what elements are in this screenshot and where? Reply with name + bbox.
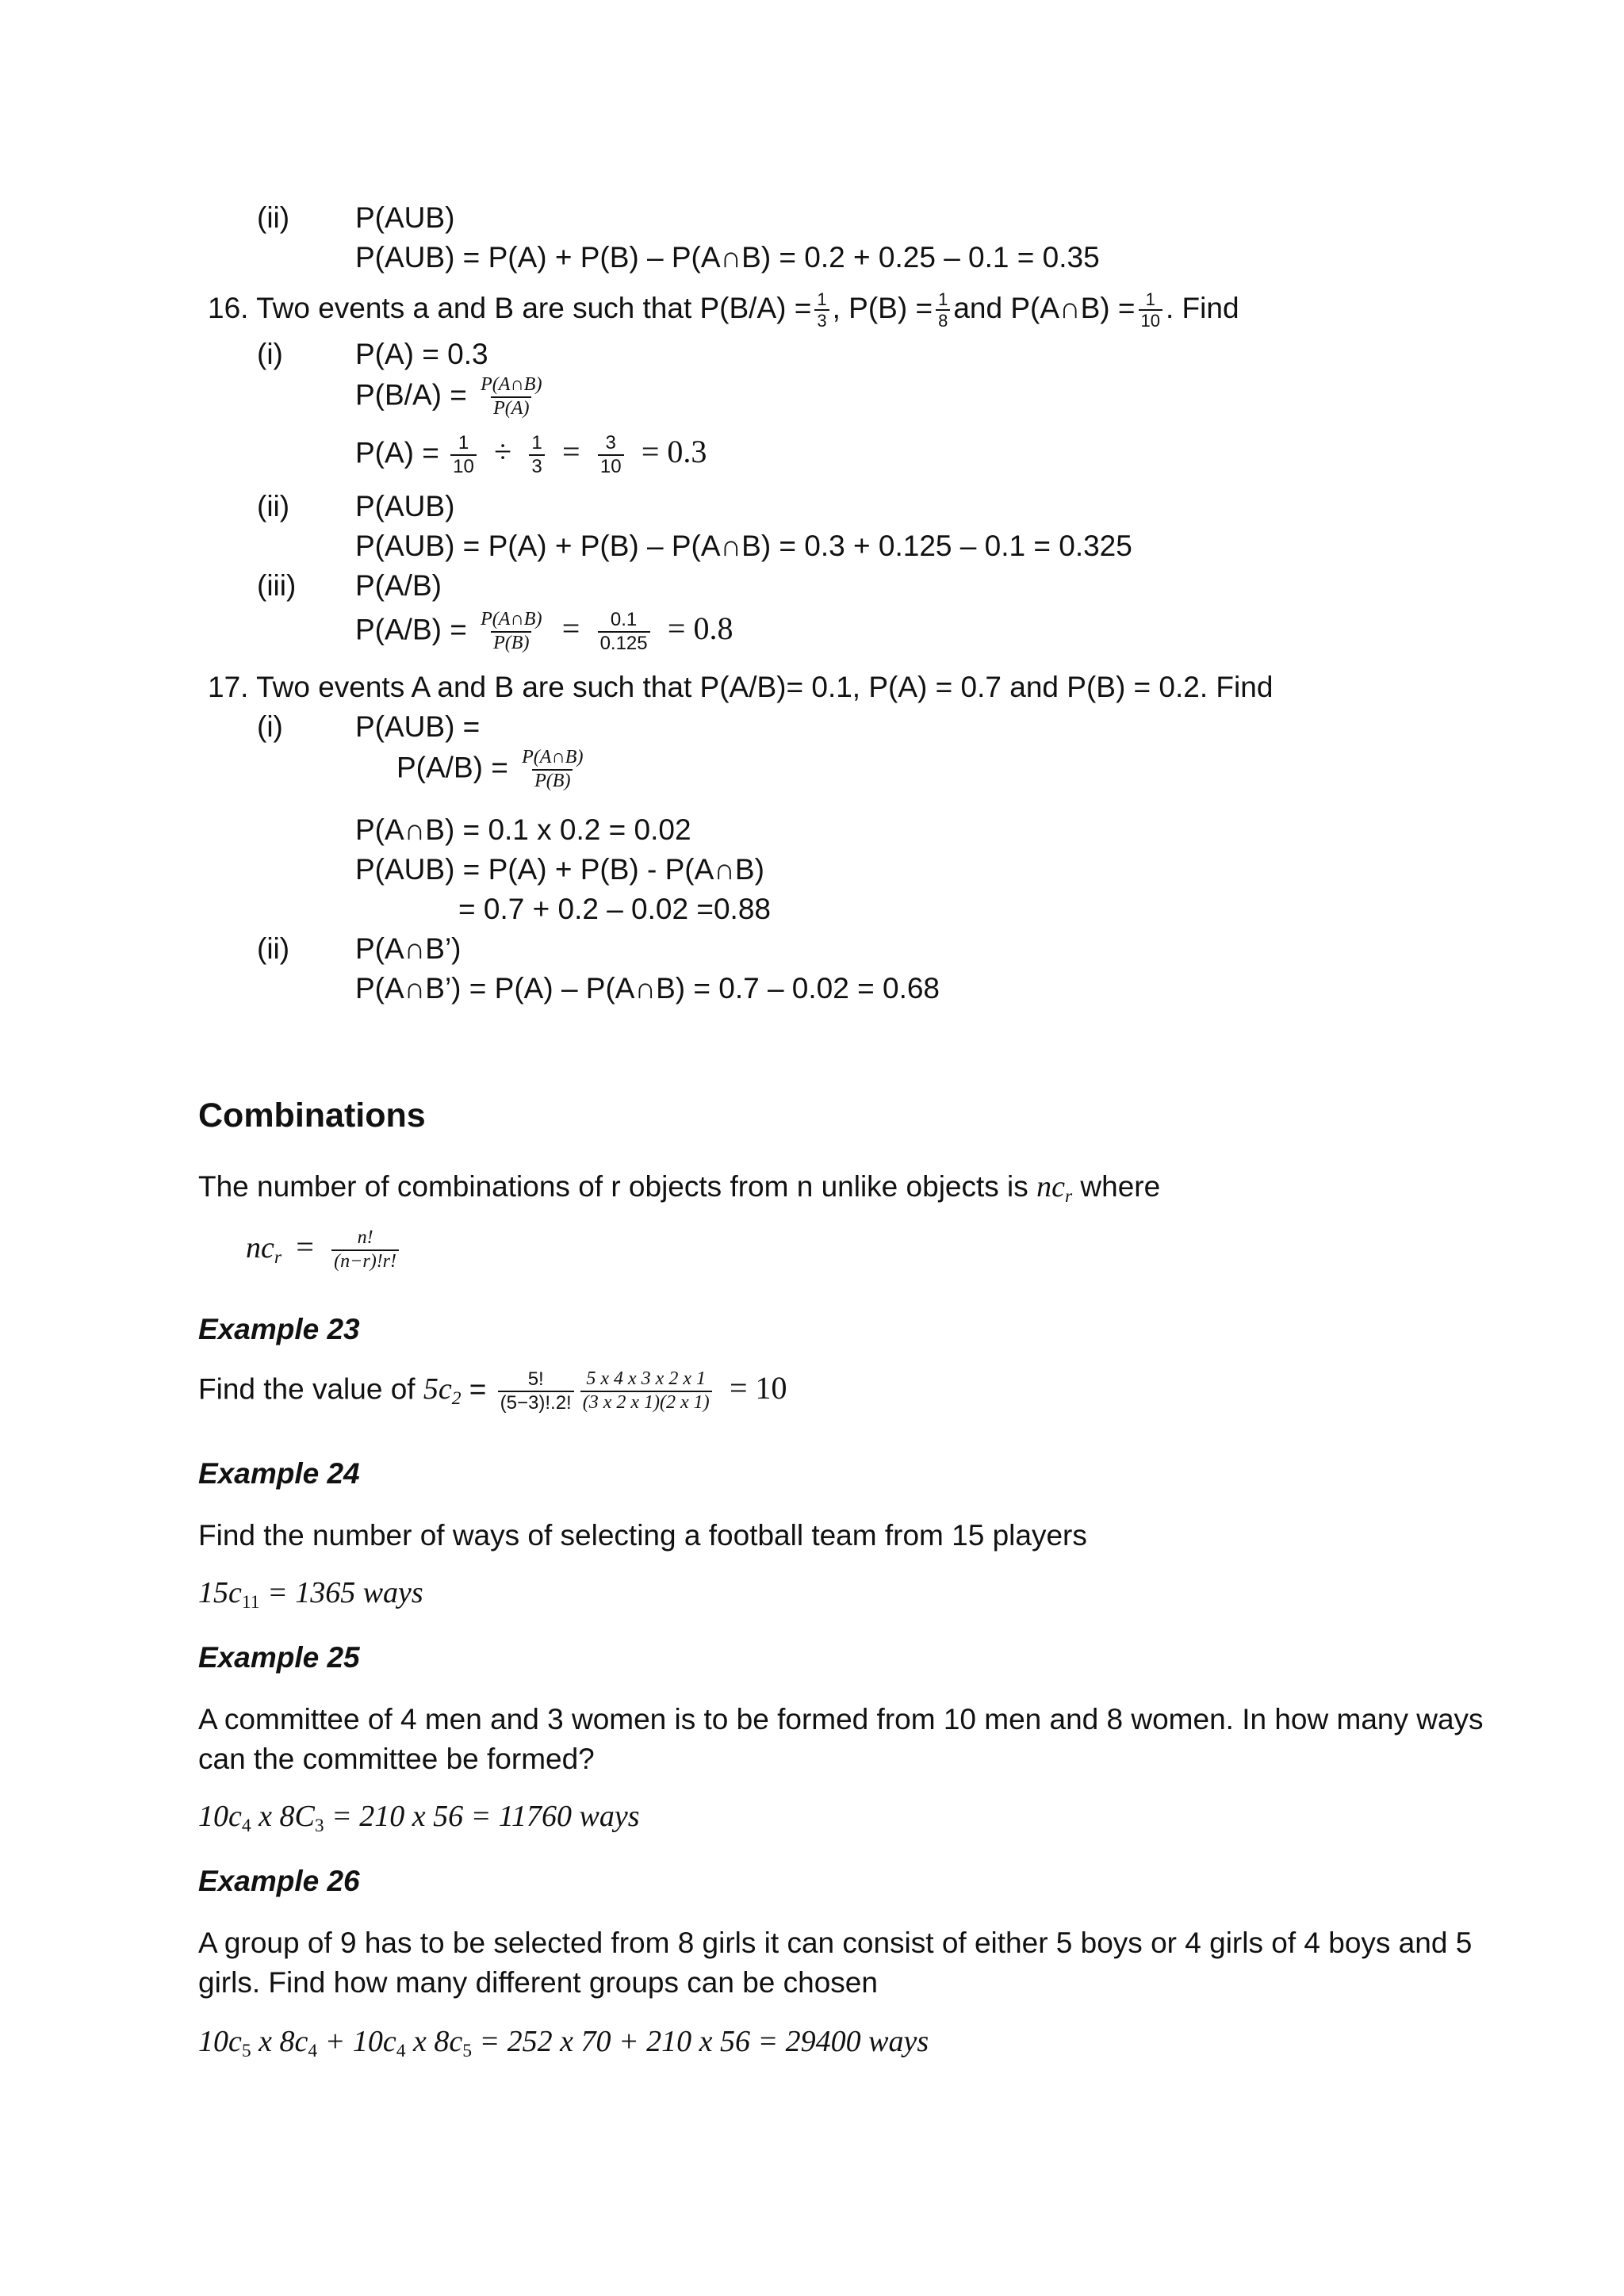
q15-ii-title: P(AUB) bbox=[355, 201, 455, 234]
example-25-text-2: can the committee be formed? bbox=[198, 1743, 595, 1775]
q17-ii-label: (ii) bbox=[257, 932, 290, 965]
example-24-answer: $15c_{11} = 1365$ ways bbox=[198, 1576, 423, 1613]
example-26-text-1: A group of 9 has to be selected from 8 girls it can consist of either 5 boys or 4 girls of 4 boys and 5 bbox=[198, 1927, 1473, 1959]
q17-ab-formula: P(A/B) = $\frac{P(A\cap B)}{P(B)}$ bbox=[396, 747, 584, 791]
example-24-text: Find the number of ways of selecting a football team from 15 players bbox=[198, 1519, 1087, 1552]
q17-ii-title: P(A∩B’) bbox=[355, 932, 462, 965]
q17-line-3: = 0.7 + 0.2 – 0.02 =0.88 bbox=[458, 893, 771, 925]
example-25-text-1: A committee of 4 men and 3 women is to be formed from 10 men and 8 women. In how many ways bbox=[198, 1703, 1484, 1735]
q16-stem: 16. Two events a and B are such that P(B/A) = $\frac{1}{3}$ , P(B) = $\frac{1}{8}$ and P(A∩B) = $\frac{1}{10}$ . Find bbox=[208, 289, 1239, 331]
example-23-title: Example 23 bbox=[198, 1313, 360, 1345]
example-25-title: Example 25 bbox=[198, 1641, 360, 1674]
q16-number: 16. bbox=[208, 292, 249, 325]
q16-i-title: P(A) = 0.3 bbox=[355, 338, 488, 370]
q16-frac-anb: $\frac{1}{10}$ bbox=[1139, 289, 1162, 331]
combinations-heading: Combinations bbox=[198, 1096, 426, 1135]
example-25-answer: $10c_4$ x $8C_3 = 210$ x 56 = 11760 ways bbox=[198, 1800, 640, 1837]
q16-pa-calc: P(A) = $\frac{1}{10}$ ÷ $\frac{1}{3}$ = $\frac{3}{10}$ = 0.3 bbox=[355, 432, 707, 477]
example-26-title: Example 26 bbox=[198, 1865, 360, 1897]
q15-ii-label: (ii) bbox=[257, 201, 290, 234]
q17-stem: 17. Two events A and B are such that P(A/B)= 0.1, P(A) = 0.7 and P(B) = 0.2. Find bbox=[208, 671, 1274, 703]
q15-ii-calc: P(AUB) = P(A) + P(B) – P(A∩B) = 0.2 + 0.25 – 0.1 = 0.35 bbox=[355, 241, 1100, 274]
q17-i-title: P(AUB) = bbox=[355, 710, 481, 743]
q17-line-1: P(A∩B) = 0.1 x 0.2 = 0.02 bbox=[355, 813, 691, 846]
q16-ba-fraction: $\frac{P(A\cap B)}{P(A)}$ bbox=[481, 374, 542, 419]
q16-ii-title: P(AUB) bbox=[355, 490, 455, 522]
q16-stem-a: Two events a and B are such that P(B/A) = bbox=[256, 292, 812, 325]
q16-ii-calc: P(AUB) = P(A) + P(B) – P(A∩B) = 0.3 + 0.125 – 0.1 = 0.325 bbox=[355, 530, 1132, 562]
q16-iii-title: P(A/B) bbox=[355, 569, 442, 602]
q16-ab-calc: P(A/B) = $\frac{P(A\cap B)}{P(B)}$ = $\frac{0.1}{0.125}$ = 0.8 bbox=[355, 609, 733, 654]
combinations-intro: The number of combinations of r objects from n unlike objects is $nc_r$ where bbox=[198, 1170, 1161, 1207]
q16-frac-ba: $\frac{1}{3}$ bbox=[814, 289, 829, 331]
example-26-text-2: girls. Find how many different groups can be chosen bbox=[198, 1966, 878, 1999]
q17-i-label: (i) bbox=[257, 710, 283, 743]
q17-line-2: P(AUB) = P(A) + P(B) - P(A∩B) bbox=[355, 853, 764, 886]
example-24-title: Example 24 bbox=[198, 1457, 360, 1490]
example-23-body: Find the value of $5c_2$ = $\frac{5!}{(5-3)!.2!}$ $\frac{5 x 4 x 3 x 2 x 1}{(3 x 2 x 1)(2 x 1)}$ = 10 bbox=[198, 1368, 787, 1414]
q16-frac-b: $\frac{1}{8}$ bbox=[936, 289, 950, 331]
combinations-formula: $nc_r$ = $\frac{n!}{(n-r)!r!}$ bbox=[246, 1227, 402, 1272]
q16-ii-label: (ii) bbox=[257, 490, 290, 522]
example-26-answer: $10c_5$ x $8c_4 + 10c_4$ x $8c_5 = 252$ x 70 + 210 x 56 = 29400 ways bbox=[198, 2025, 929, 2062]
q16-ba-formula: P(B/A) = $\frac{P(A\cap B)}{P(A)}$ bbox=[355, 374, 547, 419]
q16-i-label: (i) bbox=[257, 338, 283, 370]
q17-ii-calc: P(A∩B’) = P(A) – P(A∩B) = 0.7 – 0.02 = 0.68 bbox=[355, 972, 940, 1004]
q16-iii-label: (iii) bbox=[257, 569, 297, 602]
